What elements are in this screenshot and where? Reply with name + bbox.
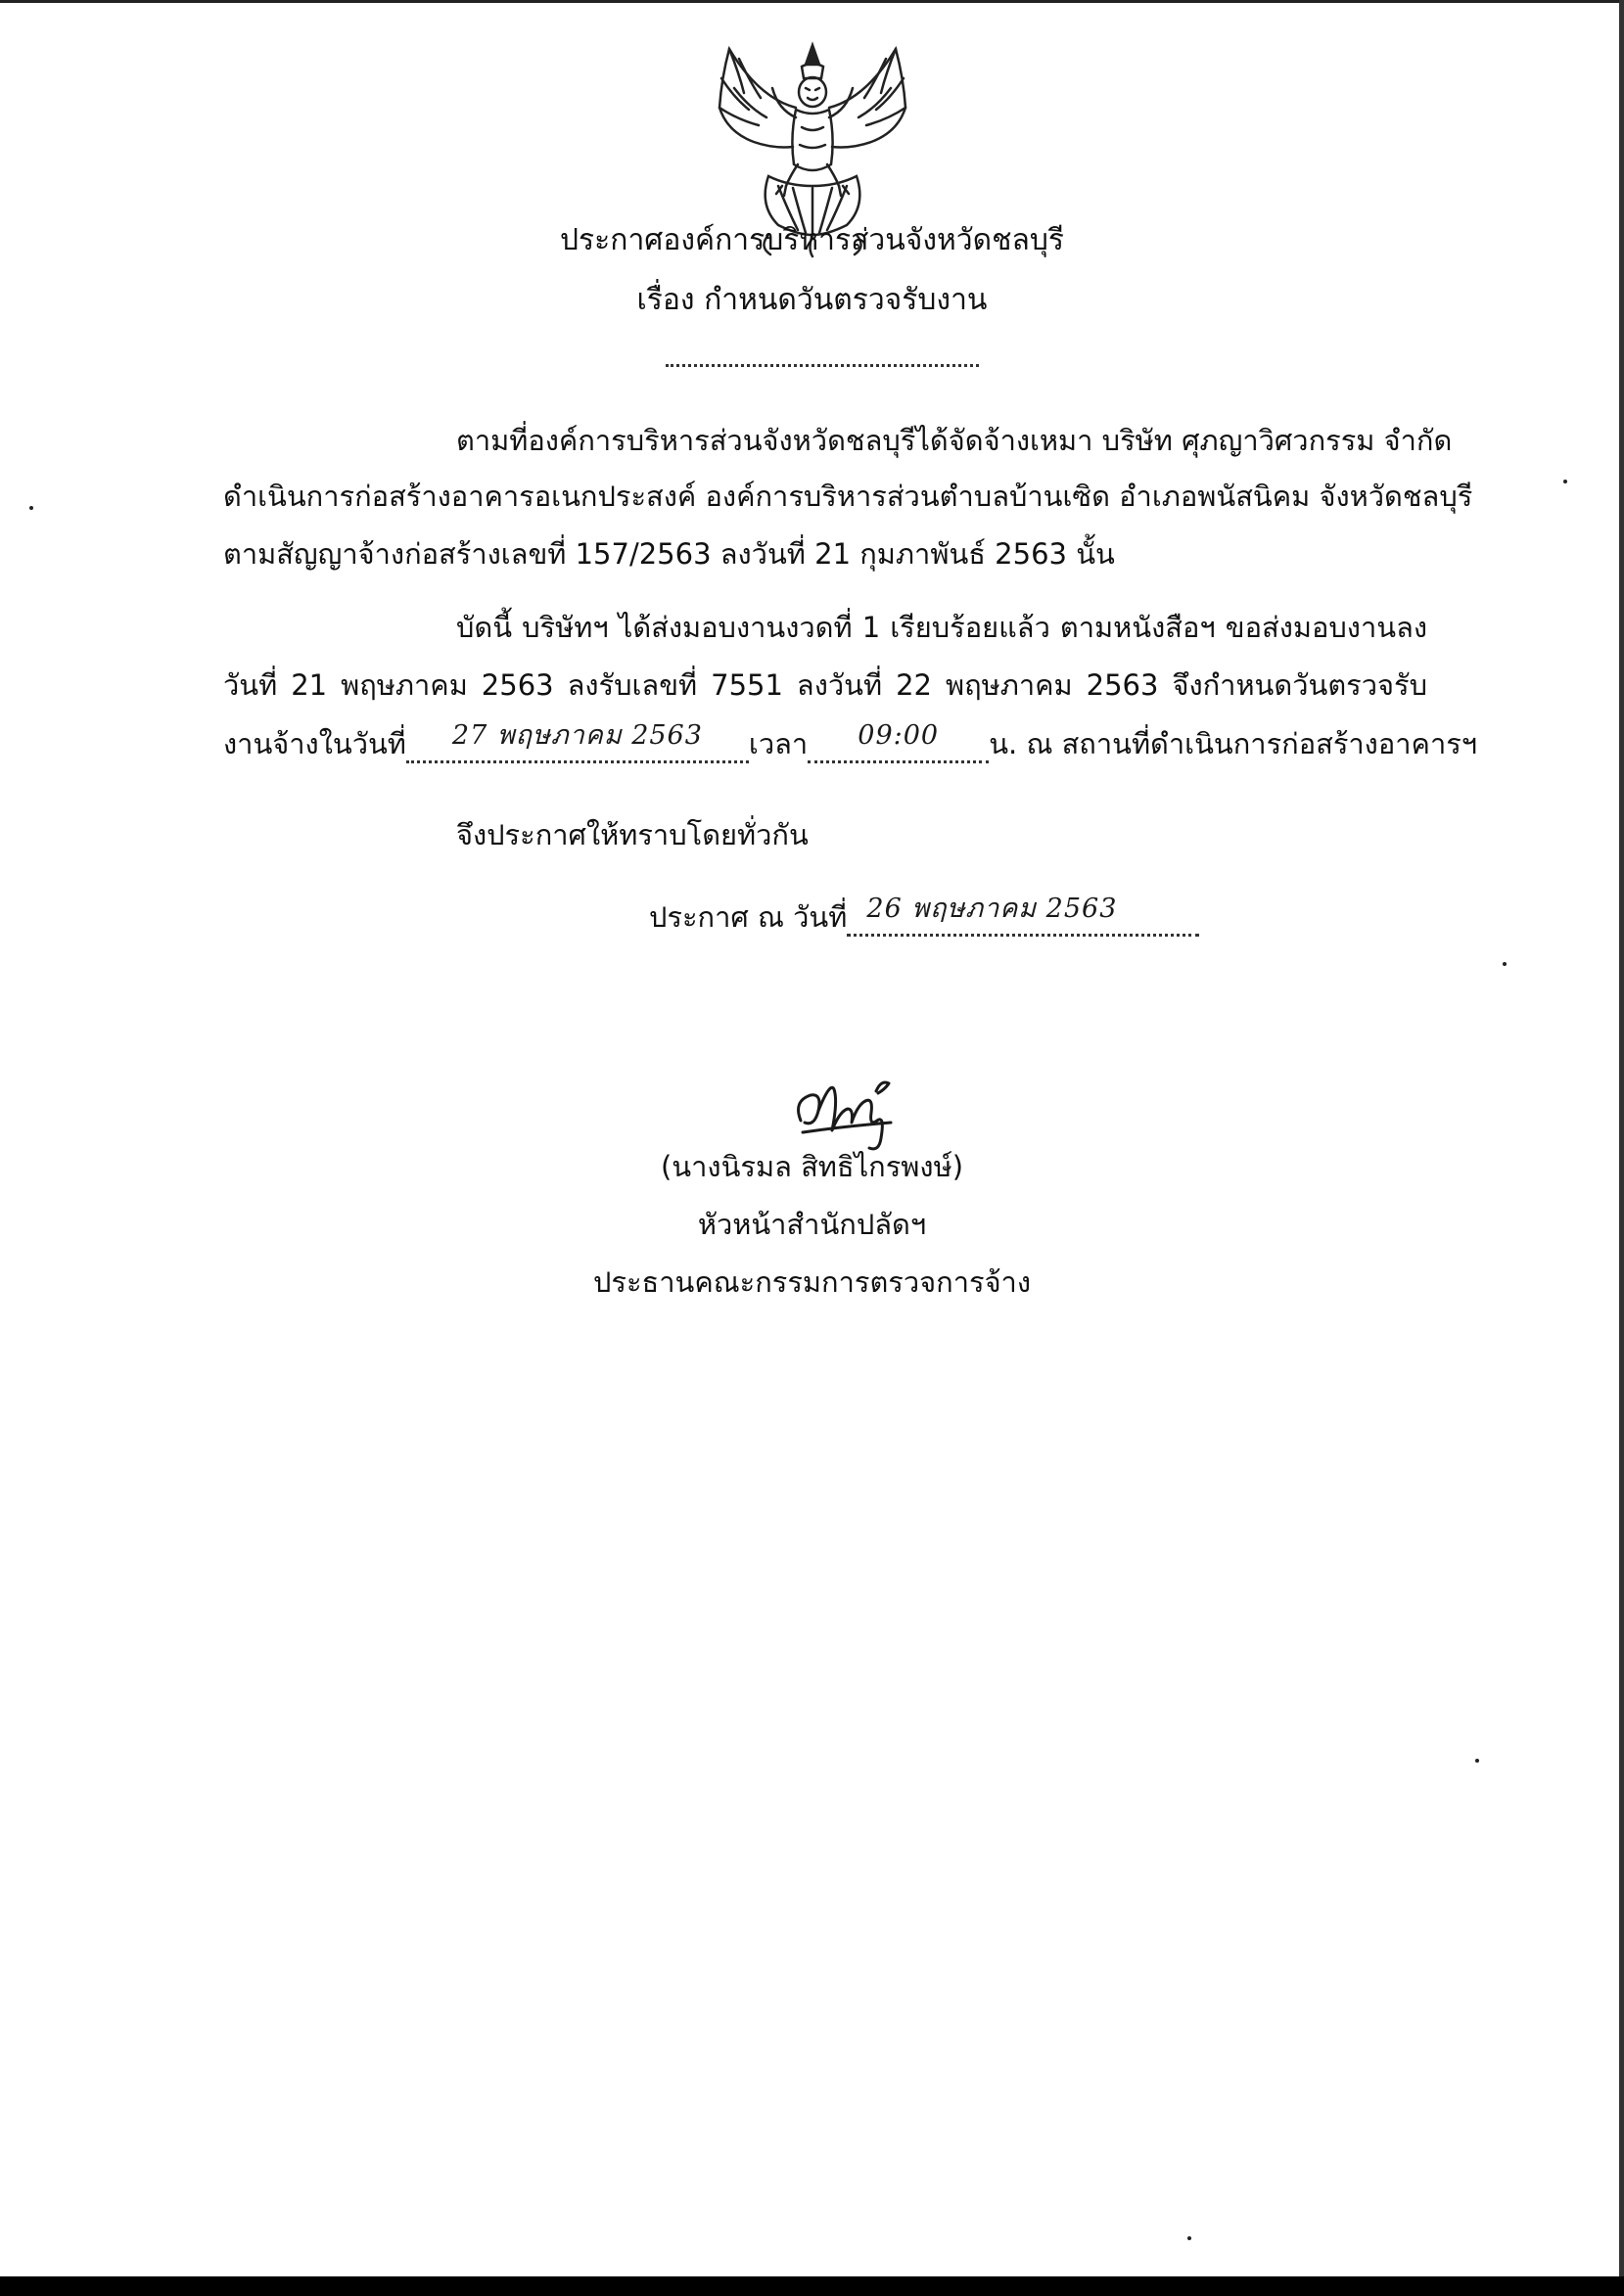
inspection-time-handwritten: 09:00 (858, 720, 940, 751)
paragraph-2-line-1: บัดนี้ บริษัทฯ ได้ส่งมอบงานงวดที่ 1 เรียบร้อยแล้ว ตามหนังสือฯ ขอส่งมอบงานลง (456, 611, 1427, 644)
title-separator (666, 364, 979, 367)
signer-position: หัวหน้าสำนักปลัดฯ (697, 1208, 927, 1241)
paragraph-2-line-3 (223, 720, 1478, 763)
closing-statement: จึงประกาศให้ทราบโดยทั่วกัน (456, 818, 809, 851)
scan-speck (1475, 1759, 1479, 1763)
inspection-date-handwritten: 27 พฤษภาคม 2563 (451, 720, 703, 751)
announcement-date-label: ประกาศ ณ วันที่ (649, 900, 848, 934)
announcement-date-field (847, 894, 1199, 937)
signature-icon (783, 1062, 910, 1160)
inspection-date-field (406, 720, 749, 763)
announcement-subject: เรื่อง กำหนดวันตรวจรับงาน (636, 283, 988, 317)
paragraph-2-line-2: วันที่ 21 พฤษภาคม 2563 ลงรับเลขที่ 7551 ลงวันที่ 22 พฤษภาคม 2563 จึงกำหนดวันตรวจรับ (223, 668, 1427, 702)
paragraph-1-line-2: ดำเนินการก่อสร้างอาคารอเนกประสงค์ องค์การบริหารส่วนตำบลบ้านเซิด อำเภอพนัสนิคม จังหวัดชลบุรี (223, 480, 1473, 513)
scan-speck (29, 506, 33, 510)
paragraph-1-line-1: ตามที่องค์การบริหารส่วนจังหวัดชลบุรีได้จัดจ้างเหมา บริษัท ศุภญาวิศวกรรม จำกัด (456, 424, 1453, 457)
announcement-date-handwritten: 26 พฤษภาคม 2563 (866, 894, 1118, 924)
announcement-title: ประกาศองค์การบริหารส่วนจังหวัดชลบุรี (560, 223, 1064, 257)
inspection-location-text: น. ณ สถานที่ดำเนินการก่อสร้างอาคารฯ (989, 727, 1478, 760)
paragraph-1-line-3: ตามสัญญาจ้างก่อสร้างเลขที่ 157/2563 ลงวันที่ 21 กุมภาพันธ์ 2563 นั้น (223, 537, 1115, 571)
inspection-date-label: งานจ้างในวันที่ (223, 727, 406, 760)
inspection-time-label: เวลา (748, 727, 809, 760)
scan-speck (1503, 962, 1507, 966)
signer-name: (นางนิรมล สิทธิไกรพงษ์) (660, 1150, 964, 1183)
scan-edge-top (0, 0, 1624, 3)
scan-edge-bottom (0, 2276, 1624, 2296)
signer-committee-role: ประธานคณะกรรมการตรวจการจ้าง (592, 1265, 1032, 1299)
scan-speck (1563, 480, 1567, 483)
announcement-date-line (649, 894, 1199, 937)
scan-speck (1187, 2236, 1191, 2240)
inspection-time-field (808, 720, 989, 763)
